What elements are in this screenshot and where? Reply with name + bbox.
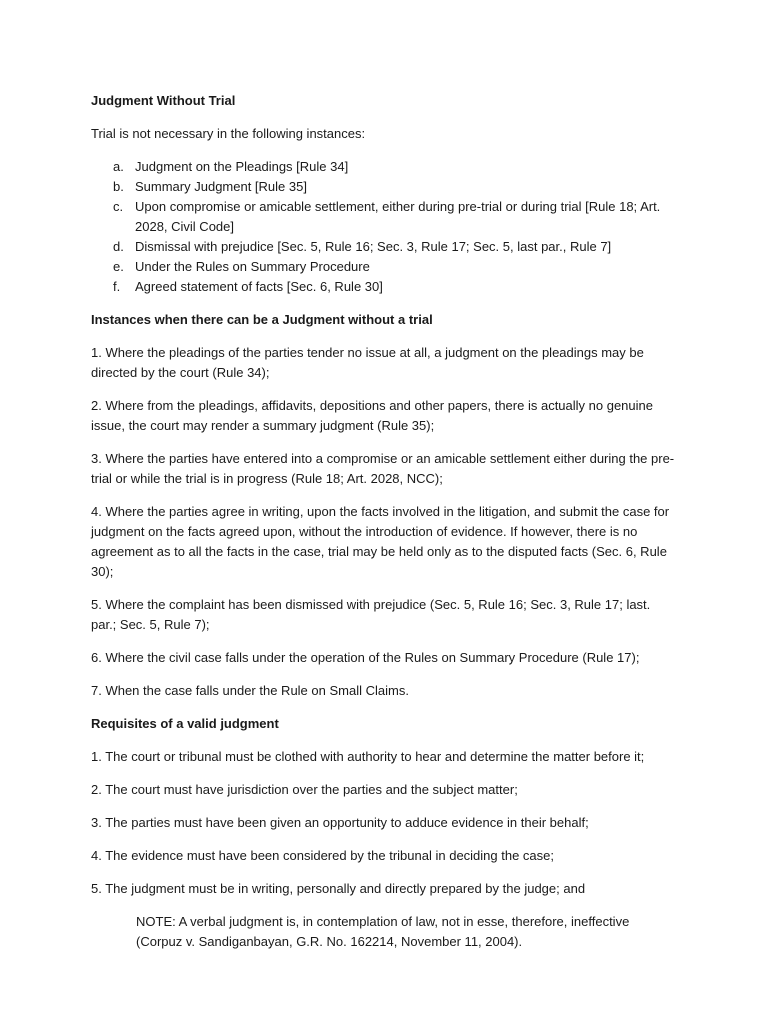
list-marker: b. xyxy=(113,179,124,194)
list-item xyxy=(91,177,679,197)
requisite-paragraph: 2. The court must have jurisdiction over the parties and the subject matter; xyxy=(91,782,518,797)
requisite-paragraph: 1. The court or tribunal must be clothed with authority to hear and determine the matter before it; xyxy=(91,749,645,764)
list-item xyxy=(91,257,679,277)
intro-paragraph: Trial is not necessary in the following instances: xyxy=(91,126,366,141)
requisite-paragraph: 3. The parties must have been given an opportunity to adduce evidence in their behalf; xyxy=(91,815,589,830)
list-item-text: Summary Judgment [Rule 35] xyxy=(135,179,307,194)
requisite-paragraph: 5. The judgment must be in writing, personally and directly prepared by the judge; and xyxy=(91,881,586,896)
list-marker: c. xyxy=(113,199,124,214)
list-item-text: Judgment on the Pleadings [Rule 34] xyxy=(135,159,349,174)
list-item xyxy=(91,157,679,177)
section-heading-requisites: Requisites of a valid judgment xyxy=(91,716,279,731)
instances-list xyxy=(91,157,679,297)
list-marker: a. xyxy=(113,159,124,174)
instance-paragraph: 4. Where the parties agree in writing, upon the facts involved in the litigation, and submit the case for judgment on the facts agreed upon, without the introduction of evidence. If however, there is no agreement as to all the facts in the case, trial may be held only as to the disputed facts (Sec. 6, Rule 30); xyxy=(91,504,670,579)
list-item-text: Under the Rules on Summary Procedure xyxy=(135,259,370,274)
instance-paragraph: 1. Where the pleadings of the parties tender no issue at all, a judgment on the pleadings may be directed by the court (Rule 34); xyxy=(91,345,644,380)
list-marker: f. xyxy=(113,279,121,294)
list-marker: d. xyxy=(113,239,124,254)
instance-paragraph: 3. Where the parties have entered into a compromise or an amicable settlement either during the pre-trial or while the trial is in progress (Rule 18; Art. 2028, NCC); xyxy=(91,451,675,486)
list-item xyxy=(91,237,679,257)
list-item-text: Upon compromise or amicable settlement, either during pre-trial or during trial [Rule 18; Art. 2028, Civil Code] xyxy=(135,199,661,234)
section-heading-instances: Instances when there can be a Judgment without a trial xyxy=(91,312,433,327)
instance-paragraph: 7. When the case falls under the Rule on Small Claims. xyxy=(91,683,409,698)
list-item-text: Agreed statement of facts [Sec. 6, Rule 30] xyxy=(135,279,383,294)
list-marker: e. xyxy=(113,259,124,274)
list-item xyxy=(91,277,679,297)
instance-paragraph: 6. Where the civil case falls under the operation of the Rules on Summary Procedure (Rule 17); xyxy=(91,650,640,665)
requisite-paragraph: 4. The evidence must have been considered by the tribunal in deciding the case; xyxy=(91,848,555,863)
instance-paragraph: 2. Where from the pleadings, affidavits, depositions and other papers, there is actually no genuine issue, the court may render a summary judgment (Rule 35); xyxy=(91,398,653,433)
list-item xyxy=(91,197,679,237)
instance-paragraph: 5. Where the complaint has been dismissed with prejudice (Sec. 5, Rule 16; Sec. 3, Rule 17; last. par.; Sec. 5, Rule 7); xyxy=(91,597,651,632)
note-paragraph: NOTE: A verbal judgment is, in contemplation of law, not in esse, therefore, ineffective (Corpuz v. Sandiganbayan, G.R. No. 162214, November 11, 2004). xyxy=(136,914,630,949)
section-heading-judgment-without-trial: Judgment Without Trial xyxy=(91,93,236,108)
list-item-text: Dismissal with prejudice [Sec. 5, Rule 16; Sec. 3, Rule 17; Sec. 5, last par., Rule 7] xyxy=(135,239,612,254)
document-page xyxy=(91,91,679,965)
